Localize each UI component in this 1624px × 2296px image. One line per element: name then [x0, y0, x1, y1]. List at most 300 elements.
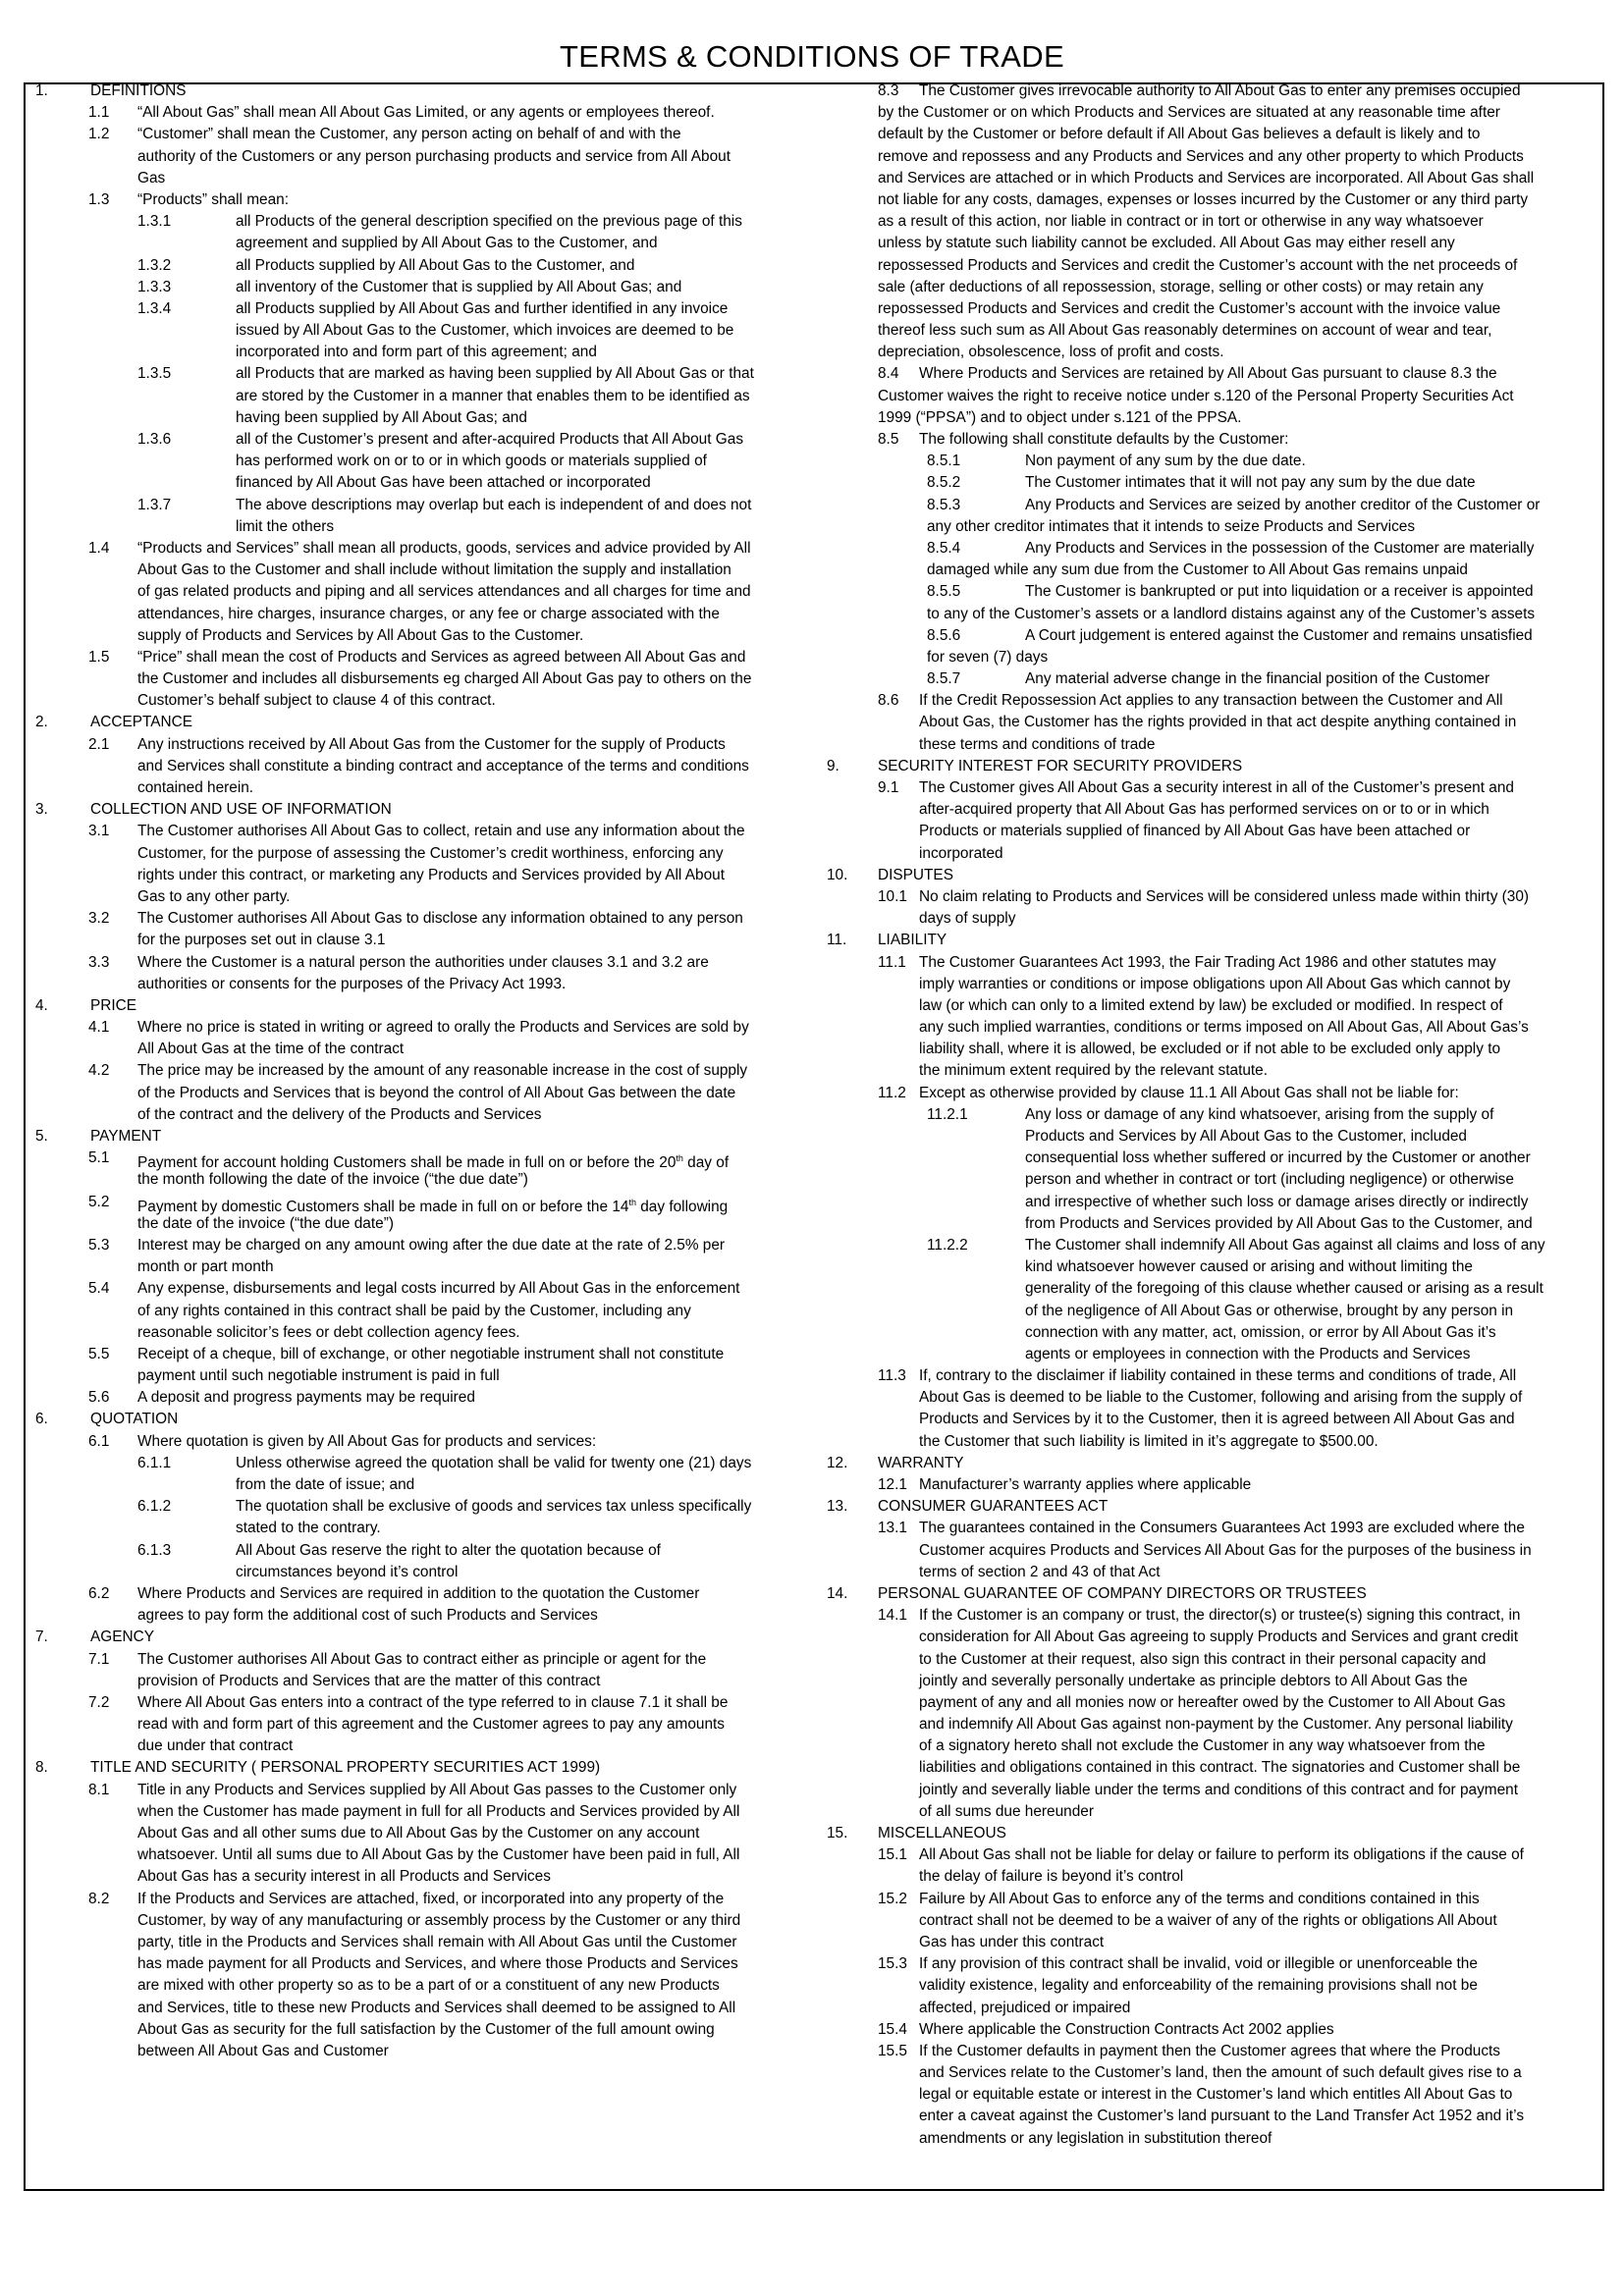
clause-text: Where Products and Services are retained by All About Gas pursuant to clause 8.3 the	[919, 365, 1497, 383]
clause-text: due under that contract	[137, 1737, 294, 1755]
clause-text: Where quotation is given by All About Gas for products and services:	[137, 1432, 597, 1450]
clause-line	[35, 342, 799, 363]
clause-line	[35, 320, 799, 342]
clause-text: has made payment for all Products and Services, and where those Products and Services	[137, 1955, 738, 1973]
clause-text: after-acquired property that All About Gas has performed services on or to or in which	[919, 801, 1489, 819]
clause-number: 8.1	[88, 1781, 110, 1798]
clause-text: The Customer gives All About Gas a security interest in all of the Customer’s present and	[919, 779, 1514, 796]
clause-line	[827, 2062, 1589, 2084]
clause-text: connection with any matter, act, omission, or error by All About Gas it’s	[1025, 1323, 1496, 1341]
clause-line	[35, 1562, 799, 1583]
clause-number: 1.3.5	[137, 365, 172, 383]
clause-line	[35, 1235, 799, 1256]
clause-line	[827, 1910, 1589, 1932]
clause-text: Any loss or damage of any kind whatsoever, arising from the supply of	[1025, 1105, 1494, 1123]
clause-text: any other creditor intimates that it intends to seize Products and Services	[927, 517, 1416, 535]
clause-text: Unless otherwise agreed the quotation shall be valid for twenty one (21) days	[236, 1454, 752, 1471]
clause-text: “Products” shall mean:	[137, 190, 289, 208]
clause-text: Gas	[137, 169, 166, 187]
clause-text: WARRANTY	[878, 1454, 964, 1471]
clause-line	[827, 363, 1589, 385]
clause-number: 9.	[827, 757, 839, 774]
clause-line	[827, 451, 1589, 472]
clause-line	[827, 1387, 1589, 1409]
clause-text: Any Products and Services are seized by another creditor of the Customer or	[1025, 496, 1541, 513]
clause-line	[35, 363, 799, 385]
clause-line	[35, 1844, 799, 1866]
clause-text: ACCEPTANCE	[90, 714, 193, 731]
clause-number: 10.	[827, 866, 848, 883]
clause-text: payment until such negotiable instrument is paid in full	[137, 1367, 500, 1385]
clause-text: DISPUTES	[878, 866, 953, 883]
clause-line	[827, 734, 1589, 756]
clause-line	[827, 2128, 1589, 2150]
clause-number: 10.1	[878, 887, 907, 905]
clause-line	[827, 668, 1589, 690]
clause-text: consideration for All About Gas agreeing to supply Products and Services and grant credit	[919, 1629, 1518, 1646]
clause-text: damaged while any sum due from the Customer to All About Gas remains unpaid	[927, 561, 1468, 579]
clause-line	[827, 1496, 1589, 1518]
clause-text: the month following the date of the invoice (“the due date”)	[137, 1171, 528, 1189]
clause-line	[35, 1692, 799, 1714]
clause-line	[827, 908, 1589, 930]
clause-text: SECURITY INTEREST FOR SECURITY PROVIDERS	[878, 757, 1243, 774]
clause-line	[827, 1431, 1589, 1453]
clause-line	[827, 1671, 1589, 1692]
clause-line	[827, 1692, 1589, 1714]
clause-number: 15.2	[878, 1890, 907, 1907]
clause-text: Where Products and Services are required in addition to the quotation the Customer	[137, 1584, 700, 1602]
clause-number: 14.1	[878, 1607, 907, 1625]
clause-text: any such implied warranties, conditions or terms imposed on All About Gas, All About Gas’s	[919, 1019, 1529, 1037]
clause-text: repossessed Products and Services and credit the Customer’s account with the invoice value	[878, 299, 1501, 317]
clause-text: limit the others	[236, 517, 335, 535]
clause-line	[35, 1039, 799, 1060]
clause-text: The quotation shall be exclusive of goods and services tax unless specifically	[236, 1498, 752, 1516]
clause-line	[35, 1998, 799, 2019]
clause-line	[827, 1039, 1589, 1060]
clause-line	[827, 211, 1589, 233]
clause-line	[827, 952, 1589, 974]
clause-text: validity existence, legality and enforceability of the remaining provisions shall not be	[919, 1977, 1478, 1995]
clause-text: The Customer Guarantees Act 1993, the Fair Trading Act 1986 and other statutes may	[919, 953, 1496, 971]
clause-text: If the Products and Services are attached, fixed, or incorporated into any property of the	[137, 1890, 725, 1907]
clause-number: 6.1.3	[137, 1541, 172, 1559]
clause-line	[35, 1714, 799, 1735]
clause-text: all of the Customer’s present and after-acquired Products that All About Gas	[236, 431, 744, 448]
clause-number: 15.3	[878, 1955, 907, 1973]
clause-text: amendments or any legislation in substitution thereof	[919, 2129, 1272, 2147]
clause-text: generality of the foregoing of this clause whether caused or arising as a result	[1025, 1280, 1543, 1298]
clause-text: as a result of this action, nor liable in contract or in tort or otherwise in any way whatsoever	[878, 213, 1484, 231]
clause-line	[35, 604, 799, 625]
clause-number: 9.1	[878, 779, 899, 796]
clause-text: DEFINITIONS	[90, 82, 187, 99]
clause-number: 8.5.3	[927, 496, 961, 513]
clause-text: QUOTATION	[90, 1411, 179, 1428]
clause-line	[827, 974, 1589, 995]
clause-line	[827, 255, 1589, 277]
clause-line	[35, 1453, 799, 1474]
clause-number: 5.2	[88, 1193, 110, 1210]
clause-text: depreciation, obsolescence, loss of profit and costs.	[878, 344, 1224, 361]
clause-line	[35, 124, 799, 145]
clause-text: liabilities and obligations contained in this contract. The signatories and Customer shall be	[919, 1759, 1521, 1777]
clause-line	[827, 1409, 1589, 1430]
clause-line	[35, 974, 799, 995]
clause-line	[35, 1365, 799, 1387]
clause-line	[827, 2041, 1589, 2062]
clause-line	[827, 1714, 1589, 1735]
clause-line	[35, 429, 799, 451]
clause-line	[35, 1278, 799, 1300]
clause-line	[35, 1735, 799, 1757]
clause-line	[35, 799, 799, 821]
clause-line	[827, 712, 1589, 733]
clause-text: affected, prejudiced or impaired	[919, 1999, 1131, 2016]
clause-line	[35, 690, 799, 712]
clause-text: the date of the invoice (“the due date”)	[137, 1214, 394, 1232]
clause-line	[35, 1975, 799, 1997]
clause-text: of gas related products and piping and all services attendances and all charges for time and	[137, 583, 751, 601]
clause-text: Any expense, disbursements and legal costs incurred by All About Gas in the enforcement	[137, 1280, 740, 1298]
clause-number: 8.5.4	[927, 539, 961, 557]
clause-number: 8.5.1	[927, 453, 961, 470]
clause-line	[35, 1627, 799, 1648]
clause-line	[35, 146, 799, 168]
clause-number: 11.2.2	[927, 1236, 968, 1254]
clause-text: authority of the Customers or any person purchasing products and service from All About	[137, 147, 731, 165]
clause-line	[35, 1910, 799, 1932]
clause-line	[827, 865, 1589, 886]
clause-text: remove and repossess and any Products and Services and any other property to which Products	[878, 147, 1524, 165]
clause-number: 8.5.2	[927, 474, 961, 492]
clause-text: Where applicable the Construction Contracts Act 2002 applies	[919, 2020, 1334, 2038]
clause-line	[827, 1932, 1589, 1953]
clause-number: 1.3.6	[137, 431, 172, 448]
clause-line	[35, 1322, 799, 1344]
clause-line	[35, 952, 799, 974]
clause-text: contract shall not be deemed to be a waiver of any of the rights or obligations All About	[919, 1911, 1497, 1929]
clause-text: “All About Gas” shall mean All About Gas Limited, or any agents or employees thereof.	[137, 104, 715, 122]
clause-line	[35, 756, 799, 777]
clause-number: 2.1	[88, 735, 110, 753]
clause-text: Customer’s behalf subject to clause 4 of this contract.	[137, 692, 496, 710]
clause-number: 1.1	[88, 104, 110, 122]
clause-line	[35, 1953, 799, 1975]
clause-line	[827, 1365, 1589, 1387]
clause-line	[827, 930, 1589, 951]
clause-text: for seven (7) days	[927, 648, 1049, 666]
clause-text: The price may be increased by the amount of any reasonable increase in the cost of supply	[137, 1062, 748, 1080]
clause-text: the minimum extent required by the relevant statute.	[919, 1062, 1269, 1080]
clause-line	[827, 516, 1589, 538]
clause-line	[35, 80, 799, 102]
clause-line	[827, 1975, 1589, 1997]
clause-number: 3.3	[88, 953, 110, 971]
clause-line	[827, 124, 1589, 145]
clause-line	[35, 777, 799, 799]
clause-line	[35, 1474, 799, 1496]
clause-line	[827, 407, 1589, 429]
clause-text: read with and form part of this agreement and the Customer agrees to pay any amounts	[137, 1716, 725, 1734]
clause-line	[827, 1998, 1589, 2019]
clause-line	[827, 1801, 1589, 1823]
clause-text: all Products that are marked as having been supplied by All About Gas or that	[236, 365, 754, 383]
clause-text: PAYMENT	[90, 1128, 162, 1145]
clause-line	[827, 386, 1589, 407]
clause-line	[35, 734, 799, 756]
clause-text: of any rights contained in this contract shall be paid by the Customer, including any	[137, 1302, 691, 1319]
clause-text: party, title in the Products and Services shall remain with All About Gas until the Customer	[137, 1933, 737, 1950]
clause-text: rights under this contract, or marketing any Products and Services provided by All About	[137, 866, 725, 883]
clause-text: About Gas, the Customer has the rights provided in that act despite anything contained in	[919, 714, 1517, 731]
clause-number: 7.	[35, 1629, 48, 1646]
clause-line	[827, 1649, 1589, 1671]
clause-text: Gas to any other party.	[137, 887, 291, 905]
clause-line	[35, 668, 799, 690]
clause-text: Non payment of any sum by the due date.	[1025, 453, 1306, 470]
clause-line	[827, 1866, 1589, 1888]
clause-line	[35, 472, 799, 494]
clause-line	[35, 560, 799, 581]
clause-text: from Products and Services provided by All About Gas to the Customer, and	[1025, 1214, 1533, 1232]
clause-text: the Customer and includes all disbursements eg charged All About Gas pay to others on the	[137, 670, 752, 688]
clause-line	[35, 1780, 799, 1801]
clause-line	[827, 2019, 1589, 2041]
clause-text: Manufacturer’s warranty applies where applicable	[919, 1476, 1252, 1493]
clause-text: “Products and Services” shall mean all products, goods, services and advice provided by All	[137, 539, 751, 557]
clause-number: 15.5	[878, 2042, 907, 2059]
clause-number: 4.1	[88, 1019, 110, 1037]
clause-number: 6.	[35, 1411, 48, 1428]
clause-text: of a signatory hereto shall not exclude the Customer in any way whatsoever from the	[919, 1737, 1486, 1755]
clause-line	[35, 1496, 799, 1518]
clause-number: 7.1	[88, 1650, 110, 1668]
clause-line	[35, 843, 799, 865]
clause-line	[827, 277, 1589, 298]
clause-text: from the date of issue; and	[236, 1476, 415, 1493]
clause-text: Any material adverse change in the financial position of the Customer	[1025, 670, 1490, 688]
clause-line	[35, 233, 799, 254]
clause-text: incorporated into and form part of this agreement; and	[236, 344, 597, 361]
clause-text: thereof less such sum as All About Gas reasonably determines on account of wear and tear,	[878, 322, 1492, 340]
clause-text: these terms and conditions of trade	[919, 735, 1156, 753]
clause-text: The following shall constitute defaults by the Customer:	[919, 431, 1289, 448]
clause-line	[35, 255, 799, 277]
clause-number: 1.5	[88, 648, 110, 666]
clause-line	[35, 886, 799, 908]
clause-text: whatsoever. Until all sums due to All About Gas by the Customer have been paid in full, All	[137, 1846, 740, 1864]
clause-line	[35, 1823, 799, 1844]
clause-text: person and whether in contract or tort (including negligence) or otherwise	[1025, 1171, 1514, 1189]
clause-line	[35, 1192, 799, 1213]
clause-line	[827, 560, 1589, 581]
clause-text: by the Customer or on which Products and Services are situated at any reasonable time after	[878, 104, 1500, 122]
clause-text: Except as otherwise provided by clause 11.1 All About Gas shall not be liable for:	[919, 1084, 1459, 1101]
clause-number: 6.1	[88, 1432, 110, 1450]
clause-number: 8.5.6	[927, 626, 961, 644]
clause-line	[827, 342, 1589, 363]
clause-line	[35, 1126, 799, 1148]
clause-line	[35, 865, 799, 886]
clause-line	[35, 1083, 799, 1104]
clause-line	[827, 1126, 1589, 1148]
clause-text: PERSONAL GUARANTEE OF COMPANY DIRECTORS OR TRUSTEES	[878, 1584, 1367, 1602]
clause-line	[827, 233, 1589, 254]
clause-number: 1.	[35, 82, 48, 99]
clause-line	[827, 2084, 1589, 2106]
clause-line	[827, 1104, 1589, 1126]
clause-text: not liable for any costs, damages, expenses or losses incurred by the Customer or any third party	[878, 190, 1529, 208]
clause-line	[35, 1518, 799, 1539]
clause-number: 8.5.7	[927, 670, 961, 688]
clause-number: 15.	[827, 1825, 848, 1842]
clause-number: 1.3.4	[137, 299, 172, 317]
clause-line	[827, 1780, 1589, 1801]
clause-number: 15.1	[878, 1846, 907, 1864]
clause-number: 13.	[827, 1498, 848, 1516]
clause-text: unless by statute such liability cannot be excluded. All About Gas may either resell any	[878, 235, 1455, 252]
clause-line	[35, 581, 799, 603]
clause-line	[827, 1083, 1589, 1104]
clause-line	[827, 189, 1589, 211]
clause-text: CONSUMER GUARANTEES ACT	[878, 1498, 1109, 1516]
clause-line	[35, 1148, 799, 1172]
clause-line	[827, 429, 1589, 451]
clause-number: 6.2	[88, 1584, 110, 1602]
clause-line	[827, 2106, 1589, 2127]
clause-line	[827, 1757, 1589, 1779]
clause-line	[827, 1844, 1589, 1866]
clause-text: are mixed with other property so as to be a part of or a constituent of any new Products	[137, 1977, 720, 1995]
clause-line	[827, 1823, 1589, 1844]
clause-text: law (or which can only to a limited extend by law) be excluded or modified. In respect of	[919, 996, 1503, 1014]
clause-number: 1.2	[88, 126, 110, 143]
clause-number: 1.3.7	[137, 496, 172, 513]
clause-text: kind whatsoever however caused or arising and without limiting the	[1025, 1258, 1473, 1276]
clause-text: sale (after deductions of all repossession, storage, selling or other costs) or may retain any	[878, 278, 1484, 295]
clause-text: Where no price is stated in writing or agreed to orally the Products and Services are sold by	[137, 1019, 749, 1037]
clause-line	[827, 995, 1589, 1017]
clause-line	[35, 1409, 799, 1430]
clause-line	[35, 1344, 799, 1365]
clause-text: and irrespective of whether such loss or damage arises directly or indirectly	[1025, 1193, 1529, 1210]
clause-text: Failure by All About Gas to enforce any of the terms and conditions contained in this	[919, 1890, 1480, 1907]
clause-text: All About Gas at the time of the contract	[137, 1041, 405, 1058]
clause-number: 4.2	[88, 1062, 110, 1080]
clause-line	[827, 80, 1589, 102]
clause-line	[827, 1583, 1589, 1605]
clause-text: of the Products and Services that is beyond the control of All About Gas between the date	[137, 1084, 736, 1101]
clause-text: The Customer authorises All About Gas to contract either as principle or agent for the	[137, 1650, 707, 1668]
clause-line	[827, 1474, 1589, 1496]
clause-text: PRICE	[90, 996, 137, 1014]
clause-text: agreement and supplied by All About Gas to the Customer, and	[236, 235, 658, 252]
clause-text: terms of section 2 and 43 of that Act	[919, 1563, 1161, 1580]
left-column	[35, 80, 799, 2062]
clause-line	[827, 1278, 1589, 1300]
clause-line	[827, 146, 1589, 168]
clause-text: authorities or consents for the purposes of the Privacy Act 1993.	[137, 975, 567, 992]
clause-number: 11.2	[878, 1084, 906, 1101]
clause-text: between All About Gas and Customer	[137, 2042, 389, 2059]
clause-text: having been supplied by All About Gas; and	[236, 408, 527, 426]
clause-text: The Customer gives irrevocable authority to All About Gas to enter any premises occupied	[919, 82, 1521, 99]
clause-line	[827, 843, 1589, 865]
clause-line	[827, 886, 1589, 908]
clause-text: If any provision of this contract shall be invalid, void or illegible or unenforceable the	[919, 1955, 1478, 1973]
clause-text: the Customer that such liability is limited in it’s aggregate to $500.00.	[919, 1432, 1379, 1450]
clause-text: Products and Services by All About Gas to the Customer, included	[1025, 1128, 1467, 1145]
clause-line	[827, 1235, 1589, 1256]
clause-line	[827, 1627, 1589, 1648]
clause-line	[827, 756, 1589, 777]
clause-number: 12.1	[878, 1476, 907, 1493]
clause-text: default by the Customer or before default if All About Gas believes a default is likely and to	[878, 126, 1481, 143]
clause-text: and indemnify All About Gas against non-payment by the Customer. Any personal liability	[919, 1716, 1513, 1734]
clause-number: 11.1	[878, 953, 906, 971]
clause-line	[827, 604, 1589, 625]
clause-line	[35, 2041, 799, 2062]
clause-text: of all sums due hereunder	[919, 1802, 1094, 1820]
clause-line	[35, 168, 799, 189]
clause-line	[35, 386, 799, 407]
clause-text: Any instructions received by All About Gas from the Customer for the supply of Products	[137, 735, 726, 753]
clause-line	[827, 690, 1589, 712]
clause-text: Receipt of a cheque, bill of exchange, or other negotiable instrument shall not constitute	[137, 1345, 725, 1362]
clause-text: LIABILITY	[878, 932, 947, 949]
clause-text: all inventory of the Customer that is supplied by All About Gas; and	[236, 278, 682, 295]
clause-line	[827, 1148, 1589, 1169]
clause-text: attendances, hire charges, insurance charges, or any fee or charge associated with the	[137, 605, 720, 622]
clause-line	[827, 168, 1589, 189]
clause-number: 8.	[35, 1759, 48, 1777]
clause-text: The Customer intimates that it will not pay any sum by the due date	[1025, 474, 1476, 492]
clause-line	[35, 451, 799, 472]
clause-number: 1.3.2	[137, 256, 172, 274]
clause-text: supply of Products and Services by All About Gas to the Customer.	[137, 626, 584, 644]
clause-text: No claim relating to Products and Services will be considered unless made within thirty (30)	[919, 887, 1530, 905]
clause-line	[827, 1540, 1589, 1562]
clause-number: 11.3	[878, 1367, 906, 1385]
clause-text: Any Products and Services in the possession of the Customer are materially	[1025, 539, 1535, 557]
clause-text: Payment for account holding Customers shall be made in full on or before the 20th day of	[137, 1153, 730, 1172]
clause-line	[35, 1169, 799, 1191]
clause-number: 1.3	[88, 190, 110, 208]
clause-number: 4.	[35, 996, 48, 1014]
clause-line	[35, 1060, 799, 1082]
clause-text: when the Customer has made payment in full for all Products and Services provided by All	[137, 1802, 740, 1820]
clause-line	[35, 1540, 799, 1562]
clause-number: 5.3	[88, 1236, 110, 1254]
clause-number: 2.	[35, 714, 48, 731]
clause-line	[827, 1213, 1589, 1235]
right-column	[827, 80, 1589, 2150]
clause-line	[827, 1453, 1589, 1474]
clause-line	[827, 538, 1589, 560]
clause-number: 15.4	[878, 2020, 907, 2038]
clause-text: agrees to pay form the additional cost of such Products and Services	[137, 1607, 598, 1625]
clause-line	[35, 2019, 799, 2041]
clause-line	[827, 1518, 1589, 1539]
clause-line	[827, 581, 1589, 603]
clause-text: The Customer authorises All About Gas to disclose any information obtained to any person	[137, 910, 743, 928]
clause-text: reasonable solicitor’s fees or debt collection agency fees.	[137, 1323, 520, 1341]
clause-text: If the Credit Repossession Act applies to any transaction between the Customer and All	[919, 692, 1503, 710]
clause-number: 8.3	[878, 82, 899, 99]
clause-line	[35, 995, 799, 1017]
